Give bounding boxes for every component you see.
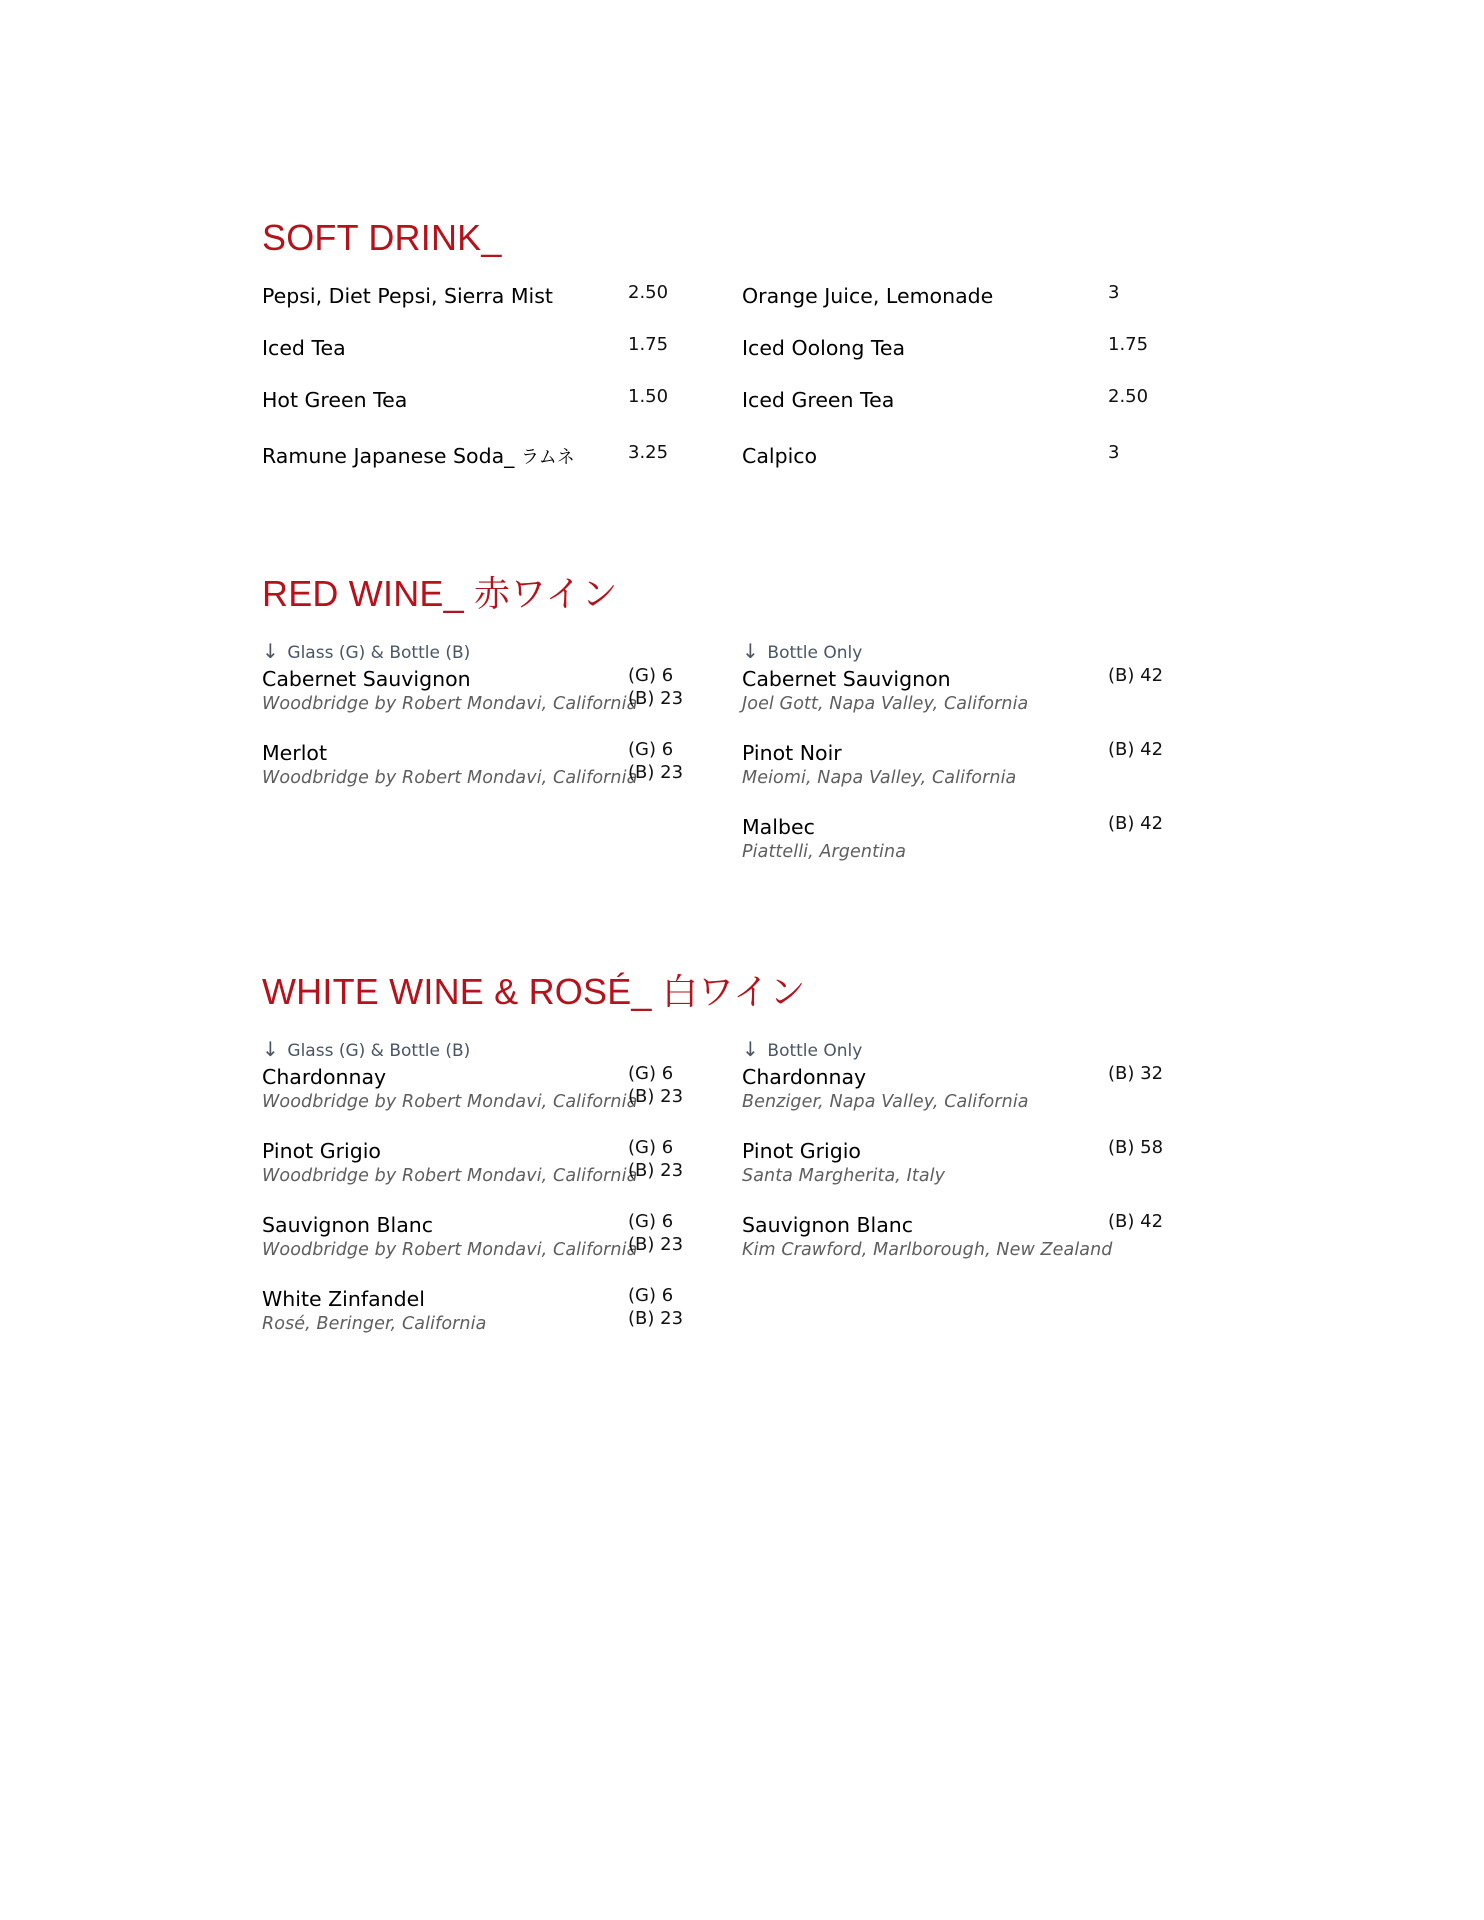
wine-price [628,664,683,710]
wine-price [628,1136,683,1182]
wine-item [262,1286,722,1360]
wine-name: White Zinfandel [262,1287,425,1311]
wine-item [742,666,1202,740]
wine-producer: Woodbridge by Robert Mondavi, California [262,1166,638,1186]
wine-producer: Benziger, Napa Valley, California [742,1092,1029,1112]
column-header [742,638,1202,666]
column-header [262,1036,722,1064]
column-header [742,1036,1202,1064]
wine-name: Sauvignon Blanc [262,1213,434,1237]
soft-drink-name: Calpico [742,444,818,468]
glass-price: (G) 6 [628,1137,674,1158]
wine-name: Merlot [262,741,328,765]
soft-drink-name-japanese: ラムネ [520,447,575,468]
wine-name: Chardonnay [742,1065,867,1089]
wine-name: Pinot Noir [742,741,842,765]
bottle-price: (B) 23 [628,1160,684,1181]
wine-item [262,740,722,814]
wine-price [628,1284,683,1330]
wine-producer: Joel Gott, Napa Valley, California [742,694,1029,714]
wine-item [262,1212,722,1286]
wine-price [628,1210,683,1256]
wine-item [742,1138,1202,1212]
white-wine-glass-bottle-column [262,1036,722,1360]
glass-price: (G) 6 [628,1063,674,1084]
soft-drink-item [262,440,722,492]
wine-name: Pinot Grigio [742,1139,861,1163]
soft-drink-name: Orange Juice, Lemonade [742,284,994,308]
column-header-label: Bottle Only [767,1041,863,1061]
glass-price: (G) 6 [628,739,674,760]
soft-drink-name: Iced Oolong Tea [742,336,906,360]
bottle-price: (B) 32 [1108,1063,1164,1084]
down-arrow-icon: ↓ [742,1037,759,1061]
wine-item [742,1212,1202,1286]
soft-drink-name: Hot Green Tea [262,388,408,412]
bottle-price: (B) 42 [1108,665,1164,686]
column-header [262,638,722,666]
wine-item [262,1064,722,1138]
wine-name: Chardonnay [262,1065,387,1089]
bottle-price: (B) 23 [628,688,684,709]
soft-drink-name: Iced Green Tea [742,388,895,412]
soft-drink-item [742,440,1202,492]
white-wine-title: WHITE WINE & ROSÉ_ 白ワイン [262,971,806,1012]
white-wine-bottle-only-column [742,1036,1202,1286]
wine-name: Cabernet Sauvignon [742,667,951,691]
wine-price [1108,1210,1163,1233]
wine-producer: Woodbridge by Robert Mondavi, California [262,768,638,788]
wine-producer: Santa Margherita, Italy [742,1166,946,1186]
wine-price [1108,1062,1163,1085]
glass-price: (G) 6 [628,1211,674,1232]
down-arrow-icon: ↓ [742,639,759,663]
bottle-price: (B) 42 [1108,739,1164,760]
down-arrow-icon: ↓ [262,639,279,663]
soft-drink-price: 1.75 [628,334,669,355]
wine-producer: Woodbridge by Robert Mondavi, California [262,1092,638,1112]
column-header-label: Glass (G) & Bottle (B) [287,643,471,663]
bottle-price: (B) 23 [628,1086,684,1107]
bottle-price: (B) 42 [1108,813,1164,834]
soft-drink-left-column [262,280,722,492]
glass-price: (G) 6 [628,665,674,686]
soft-drink-price: 1.50 [628,386,669,407]
bottle-price: (B) 23 [628,762,684,783]
soft-drink-title: SOFT DRINK_ [262,217,502,258]
red-wine-bottle-only-column [742,638,1202,888]
soft-drink-name: Iced Tea [262,336,346,360]
soft-drink-price: 3 [1108,282,1120,303]
wine-producer: Rosé, Beringer, California [262,1314,487,1334]
soft-drink-item [262,280,722,332]
wine-item [262,1138,722,1212]
soft-drink-item [742,384,1202,440]
soft-drink-item [742,280,1202,332]
wine-price [628,738,683,784]
wine-price [1108,1136,1163,1159]
soft-drink-item [262,384,722,440]
soft-drink-right-column [742,280,1202,492]
bottle-price: (B) 23 [628,1308,684,1329]
soft-drink-item [742,332,1202,384]
soft-drink-price: 3.25 [628,442,669,463]
red-wine-title: RED WINE_ 赤ワイン [262,573,618,614]
wine-name: Sauvignon Blanc [742,1213,914,1237]
wine-price [1108,812,1163,835]
red-wine-glass-bottle-column [262,638,722,814]
wine-price [628,1062,683,1108]
wine-name: Pinot Grigio [262,1139,381,1163]
bottle-price: (B) 42 [1108,1211,1164,1232]
soft-drink-price: 2.50 [1108,386,1149,407]
soft-drink-price: 2.50 [628,282,669,303]
column-header-label: Glass (G) & Bottle (B) [287,1041,471,1061]
wine-producer: Piattelli, Argentina [742,842,907,862]
wine-producer: Meiomi, Napa Valley, California [742,768,1017,788]
down-arrow-icon: ↓ [262,1037,279,1061]
wine-price [1108,738,1163,761]
column-header-label: Bottle Only [767,643,863,663]
wine-producer: Kim Crawford, Marlborough, New Zealand [742,1240,1113,1260]
soft-drink-price: 3 [1108,442,1120,463]
bottle-price: (B) 23 [628,1234,684,1255]
wine-price [1108,664,1163,687]
wine-item [742,740,1202,814]
wine-item [742,1064,1202,1138]
soft-drink-item [262,332,722,384]
wine-producer: Woodbridge by Robert Mondavi, California [262,694,638,714]
soft-drink-name: Pepsi, Diet Pepsi, Sierra Mist [262,284,553,308]
wine-producer: Woodbridge by Robert Mondavi, California [262,1240,638,1260]
wine-name: Malbec [742,815,815,839]
wine-item [742,814,1202,888]
bottle-price: (B) 58 [1108,1137,1164,1158]
soft-drink-name-text: Ramune Japanese Soda_ [262,444,521,468]
wine-name: Cabernet Sauvignon [262,667,471,691]
wine-item [262,666,722,740]
glass-price: (G) 6 [628,1285,674,1306]
soft-drink-price: 1.75 [1108,334,1149,355]
soft-drink-name-ramune [262,442,575,472]
